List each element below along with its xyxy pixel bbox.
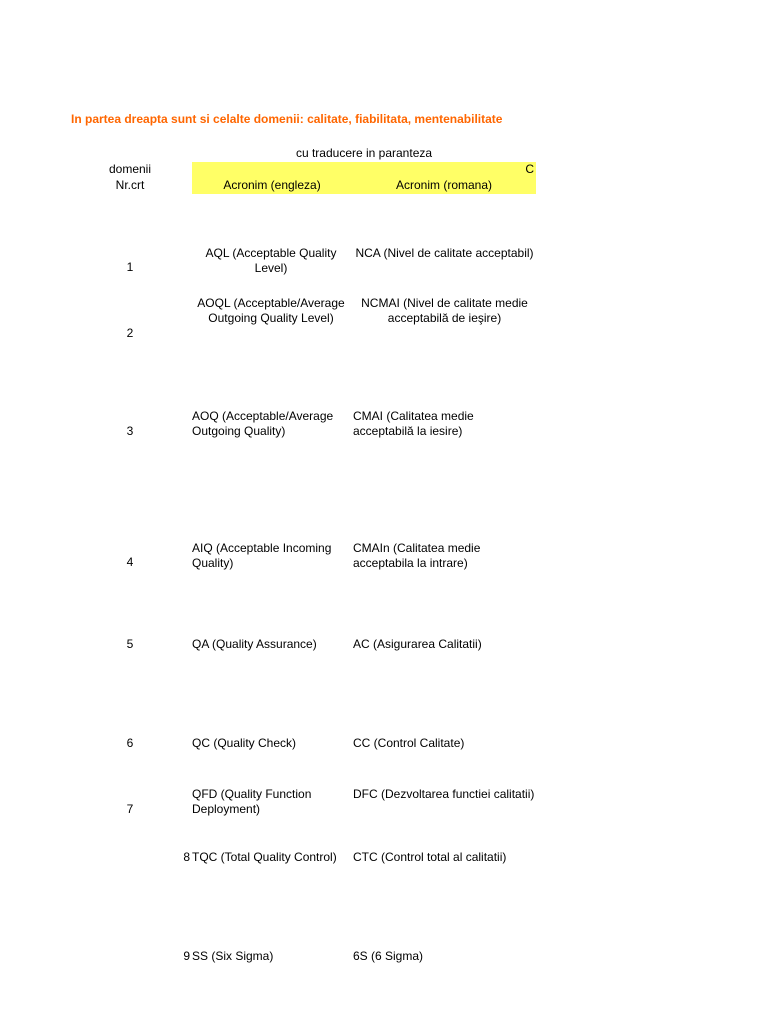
acronym-romanian: NCA (Nivel de calitate acceptabil) bbox=[355, 246, 534, 260]
row-number: 4 bbox=[126, 555, 134, 569]
header-nr-crt: Nr.crt bbox=[115, 178, 145, 192]
acronym-english: AOQL (Acceptable/Average Outgoing Quality Level) bbox=[197, 296, 345, 325]
header-acronym-english: Acronim (engleza) bbox=[223, 178, 321, 192]
row-number: 9 bbox=[183, 949, 190, 963]
acronym-romanian: CTC (Control total al calitatii) bbox=[353, 850, 507, 864]
table-subtitle: cu traducere in paranteza bbox=[295, 146, 433, 160]
acronym-romanian: AC (Asigurarea Calitatii) bbox=[353, 637, 482, 651]
column-letter: C bbox=[525, 162, 534, 176]
row-number: 2 bbox=[126, 326, 134, 340]
row-number: 3 bbox=[126, 424, 134, 438]
acronym-english: AIQ (Acceptable Incoming Quality) bbox=[192, 541, 332, 570]
acronym-romanian: CMAI (Calitatea medie acceptabilă la iesire) bbox=[353, 409, 474, 438]
page-heading: In partea dreapta sunt si celalte domenii: calitate, fiabilitata, mentenabilitate bbox=[71, 112, 503, 126]
acronym-english: QFD (Quality Function Deployment) bbox=[192, 787, 312, 816]
acronym-romanian: 6S (6 Sigma) bbox=[353, 949, 424, 963]
header-domenii: domenii bbox=[108, 162, 152, 176]
acronym-english: AQL (Acceptable Quality Level) bbox=[205, 246, 337, 275]
row-number: 8 bbox=[183, 850, 190, 864]
row-number: 5 bbox=[126, 637, 134, 651]
acronym-english: TQC (Total Quality Control) bbox=[192, 850, 337, 864]
row-number: 6 bbox=[126, 736, 134, 750]
row-number: 1 bbox=[126, 260, 134, 274]
acronym-english: QA (Quality Assurance) bbox=[192, 637, 317, 651]
acronym-romanian: CC (Control Calitate) bbox=[353, 736, 465, 750]
header-acronym-romanian: Acronim (romana) bbox=[395, 178, 493, 192]
acronym-english: QC (Quality Check) bbox=[192, 736, 297, 750]
acronym-romanian: CMAIn (Calitatea medie acceptabila la intrare) bbox=[353, 541, 481, 570]
acronym-english: AOQ (Acceptable/Average Outgoing Quality) bbox=[192, 409, 334, 438]
acronym-english: SS (Six Sigma) bbox=[192, 949, 274, 963]
acronym-romanian: NCMAI (Nivel de calitate medie acceptabilă de ieşire) bbox=[361, 296, 528, 325]
row-number: 7 bbox=[126, 802, 134, 816]
acronym-romanian: DFC (Dezvoltarea functiei calitatii) bbox=[353, 787, 535, 801]
